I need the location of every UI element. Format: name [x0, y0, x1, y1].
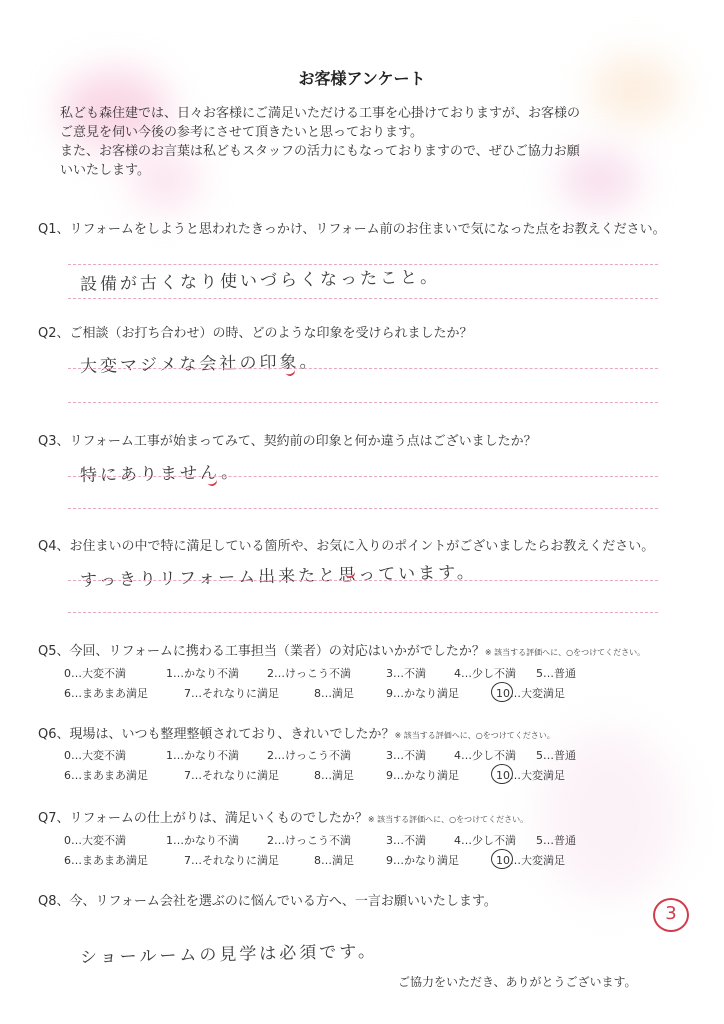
selected-circle: [491, 764, 513, 784]
rating-stamp: 3: [653, 898, 689, 932]
answer-line: [68, 368, 658, 369]
rating-option-6[interactable]: 6…まあまあ満足: [64, 687, 148, 700]
answer-3: 特にありません。: [79, 462, 242, 486]
rating-option-5[interactable]: 5…普通: [536, 667, 576, 680]
rating-option-1[interactable]: 1…かなり不満: [166, 834, 239, 847]
answer-line: [68, 402, 658, 403]
rating-option-4[interactable]: 4…少し不満: [454, 749, 516, 762]
rating-option-10[interactable]: [496, 852, 565, 868]
selected-circle: [491, 682, 513, 702]
rating-option-7[interactable]: 7…それなりに満足: [184, 769, 279, 782]
rating-option-2[interactable]: 2…けっこう不満: [267, 667, 351, 680]
rating-option-9[interactable]: 9…かなり満足: [386, 769, 459, 782]
question-2: Q2、ご相談（お打ち合わせ）の時、どのような印象を受けられましたか？: [38, 326, 473, 341]
rating-option-9[interactable]: 9…かなり満足: [386, 687, 459, 700]
rating-option-10[interactable]: [496, 685, 565, 701]
rating-option-3[interactable]: 3…不満: [386, 834, 426, 847]
rating-option-8[interactable]: 8…満足: [314, 854, 354, 867]
rating-option-0[interactable]: 0…大変不満: [64, 834, 126, 847]
answer-2: 大変マジメな会社の印象。: [79, 351, 320, 377]
answer-1: 設備が古くなり使いづらくなったこと。: [79, 267, 441, 295]
rating-option-1[interactable]: 1…かなり不満: [166, 749, 239, 762]
rating-option-10-label: 10…大変満足: [496, 854, 565, 867]
question-3: Q3、リフォーム工事が始まってみて、契約前の印象と何か違う点はございましたか？: [38, 434, 537, 449]
rating-option-1[interactable]: 1…かなり不満: [166, 667, 239, 680]
question-1: Q1、リフォームをしようと思われたきっかけ、リフォーム前のお住まいで気になった点をお教えください。: [38, 222, 666, 237]
question-7-note: ※ 該当する評価へに、○をつけてください。: [367, 815, 529, 824]
rating-option-3[interactable]: 3…不満: [386, 749, 426, 762]
rating-option-6[interactable]: 6…まあまあ満足: [64, 769, 148, 782]
selected-circle: [491, 849, 513, 869]
question-5-text: Q5、今回、リフォームに携わる工事担当（業者）の対応はいかがでしたか？: [38, 644, 485, 659]
rating-option-2[interactable]: 2…けっこう不満: [267, 749, 351, 762]
rating-option-8[interactable]: 8…満足: [314, 769, 354, 782]
thank-you-note: ご協力をいただき、ありがとうございます。: [398, 975, 637, 989]
rating-option-9[interactable]: 9…かなり満足: [386, 854, 459, 867]
answer-line: [68, 508, 658, 509]
question-7-text: Q7、リフォームの仕上がりは、満足いくものでしたか？: [38, 811, 368, 826]
rating-option-0[interactable]: 0…大変不満: [64, 749, 126, 762]
question-6: [38, 723, 555, 742]
intro-line: ご意見を伺い今後の参考にさせて頂きたいと思っております。: [60, 125, 423, 140]
intro-text: [60, 104, 670, 180]
intro-line: 私ども森住建では、日々お客様にご満足いただける工事を心掛けておりますが、お客様の: [60, 106, 581, 121]
answer-8: ショールームの見学は必須です。: [79, 941, 379, 968]
question-7: [38, 807, 528, 826]
answer-line: [68, 580, 658, 581]
rating-option-8[interactable]: 8…満足: [314, 687, 354, 700]
rating-option-4[interactable]: 4…少し不満: [454, 667, 516, 680]
rating-option-5[interactable]: 5…普通: [536, 834, 576, 847]
answer-4: すっきりリフォーム出来たと思っています。: [79, 562, 477, 591]
intro-line: また、お客様のお言葉は私どもスタッフの活力にもなっておりますので、ぜひご協力お願: [60, 144, 580, 159]
rating-option-10[interactable]: [496, 767, 565, 783]
survey-title: お客様アンケート: [298, 69, 426, 88]
question-6-note: ※ 該当する評価へに、○をつけてください。: [394, 731, 555, 740]
question-6-text: Q6、現場は、いつも整理整頓されており、きれいでしたか？: [38, 727, 395, 742]
answer-line: [68, 612, 658, 613]
question-8: Q8、今、リフォーム会社を選ぶのに悩んでいる方へ、一言お願いいたします。: [38, 894, 497, 909]
rating-option-10-label: 10…大変満足: [496, 769, 565, 782]
rating-option-6[interactable]: 6…まあまあ満足: [64, 854, 148, 867]
answer-line: [68, 298, 658, 299]
question-5: [38, 640, 645, 659]
rating-option-2[interactable]: 2…けっこう不満: [267, 834, 351, 847]
rating-option-5[interactable]: 5…普通: [536, 749, 576, 762]
rating-option-7[interactable]: 7…それなりに満足: [184, 854, 279, 867]
rating-option-3[interactable]: 3…不満: [386, 667, 426, 680]
rating-option-0[interactable]: 0…大変不満: [64, 667, 126, 680]
answer-line: [68, 476, 658, 477]
question-4: Q4、お住まいの中で特に満足している箇所や、お気に入りのポイントがございましたらお教えください。: [38, 539, 655, 554]
rating-option-10-label: 10…大変満足: [496, 687, 565, 700]
intro-line: いいたします。: [60, 163, 150, 178]
question-5-note: ※ 該当する評価へに、○をつけてください。: [484, 648, 646, 657]
rating-option-4[interactable]: 4…少し不満: [454, 834, 516, 847]
rating-option-7[interactable]: 7…それなりに満足: [184, 687, 279, 700]
